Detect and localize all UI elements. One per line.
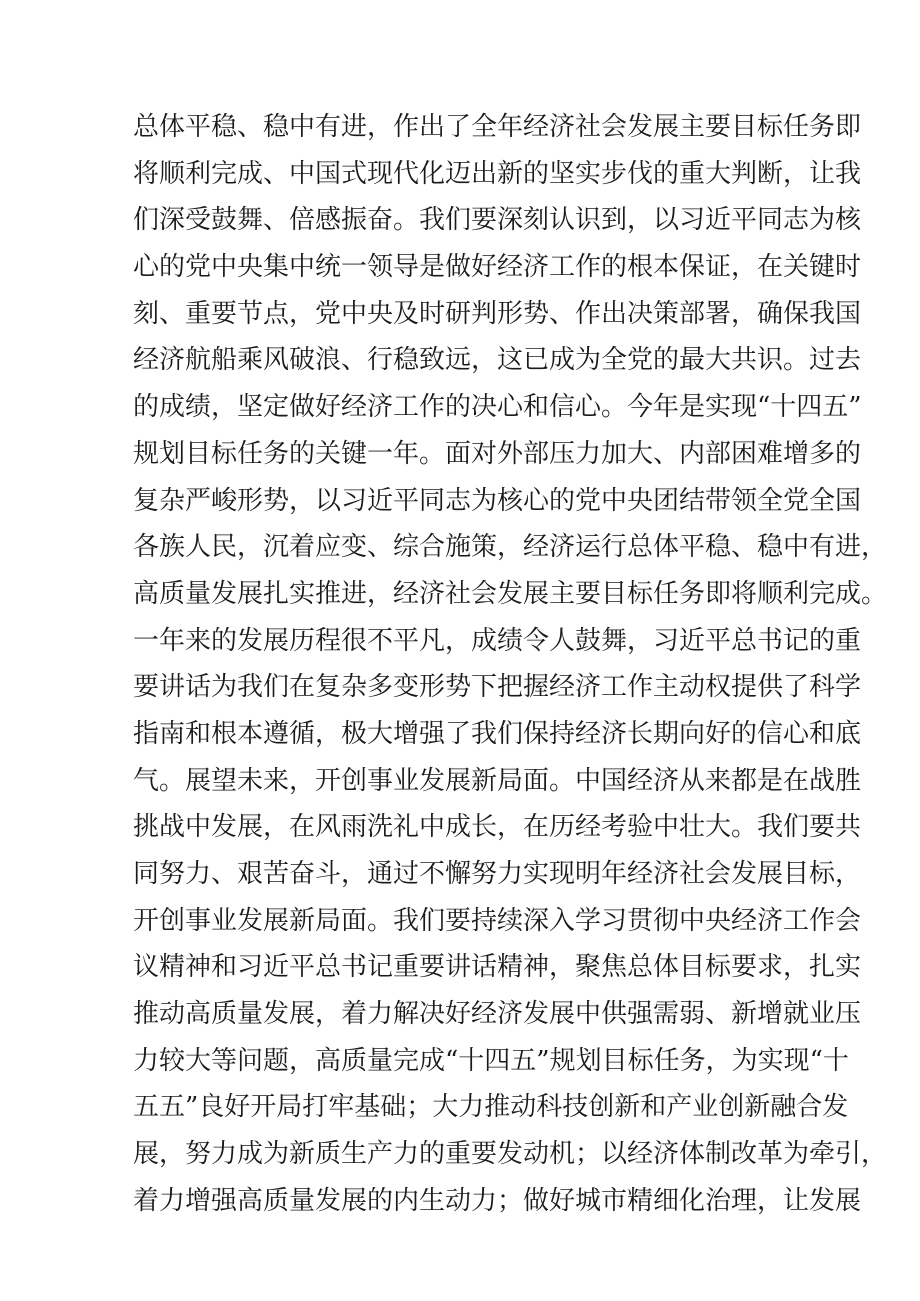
text-line: 气。展望未来，开创事业发展新局面。中国经济从来都是在战胜 [133, 765, 862, 796]
text-line: 同努力、艰苦奋斗，通过不懈努力实现明年经济社会发展目标， [133, 859, 862, 889]
text-line: 议精神和习近平总书记重要讲话精神，聚焦总体目标要求，扎实 [133, 952, 862, 983]
text-line: 的成绩，坚定做好经济工作的决心和信心。今年是实现“十四五” [133, 392, 862, 423]
text-line: 将顺利完成、中国式现代化迈出新的坚实步伐的重大判断，让我 [133, 158, 862, 189]
text-line: 心的党中央集中统一领导是做好经济工作的根本保证，在关键时 [133, 252, 862, 283]
text-line: 总体平稳、稳中有进，作出了全年经济社会发展主要目标任务即 [133, 112, 862, 142]
text-line: 挑战中发展，在风雨洗礼中成长，在历经考验中壮大。我们要共 [133, 812, 862, 843]
text-line: 们深受鼓舞、倍感振奋。我们要深刻认识到，以习近平同志为核 [133, 205, 862, 236]
text-line: 指南和根本遵循，极大增强了我们保持经济长期向好的信心和底 [133, 718, 862, 749]
text-line: 各族人民，沉着应变、综合施策，经济运行总体平稳、稳中有进， [133, 532, 888, 563]
text-line: 展，努力成为新质生产力的重要发动机；以经济体制改革为牵引， [133, 1139, 888, 1170]
text-line: 经济航船乘风破浪、行稳致远，这已成为全党的最大共识。过去 [133, 345, 862, 376]
text-line: 要讲话为我们在复杂多变形势下把握经济工作主动权提供了科学 [133, 672, 862, 703]
text-line: 复杂严峻形势，以习近平同志为核心的党中央团结带领全党全国 [133, 485, 862, 516]
text-line: 开创事业发展新局面。我们要持续深入学习贯彻中央经济工作会 [133, 905, 862, 936]
text-line: 规划目标任务的关键一年。面对外部压力加大、内部困难增多的 [133, 438, 862, 469]
text-line: 五五”良好开局打牢基础；大力推动科技创新和产业创新融合发 [133, 1092, 849, 1123]
text-line: 高质量发展扎实推进，经济社会发展主要目标任务即将顺利完成。 [133, 578, 888, 609]
text-line: 刻、重要节点，党中央及时研判形势、作出决策部署，确保我国 [133, 298, 862, 329]
text-line: 力较大等问题，高质量完成“十四五”规划目标任务，为实现“十 [133, 1045, 849, 1076]
body-text [133, 104, 888, 1225]
text-line: 着力增强高质量发展的内生动力；做好城市精细化治理，让发展 [133, 1185, 862, 1216]
text-line: 一年来的发展历程很不平凡，成绩令人鼓舞，习近平总书记的重 [133, 625, 862, 656]
text-line: 推动高质量发展，着力解决好经济发展中供强需弱、新增就业压 [133, 999, 862, 1030]
